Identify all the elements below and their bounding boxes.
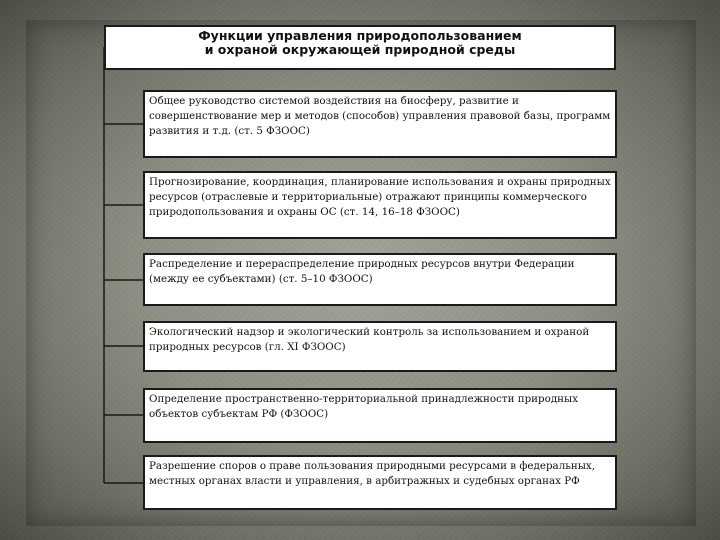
function-box-resource-distribution: Распределение и перераспределение природных ресурсов внутри Федерации (между ее субъектами) (ст. 5–10 ФЗООС) <box>143 253 617 306</box>
function-box-ecological-supervision: Экологический надзор и экологический контроль за использованием и охраной природных ресурсов (гл. XI ФЗООС) <box>143 321 617 372</box>
title-line-1: Функции управления природопользованием <box>198 28 522 43</box>
function-box-dispute-resolution: Разрешение споров о праве пользования природными ресурсами в федеральных, местных органах власти и управления, в арбитражных и судебных органах РФ <box>143 455 617 510</box>
function-box-forecasting-planning: Прогнозирование, координация, планирование использования и охраны природных ресурсов (отраслевые и территориальные) отражают принципы коммерческого природопользования и охраны ОС (ст. 14, 16–18 ФЗООС) <box>143 171 617 239</box>
function-box-general-management: Общее руководство системой воздействия на биосферу, развитие и совершенствование мер и методов (способов) управления правовой базы, программ развития и т.д. (ст. 5 ФЗООС) <box>143 90 617 158</box>
title-line-2: и охраной окружающей природной среды <box>204 42 516 57</box>
function-box-territorial-affiliation: Определение пространственно-территориальной принадлежности природных объектов субъектам РФ (ФЗООС) <box>143 388 617 443</box>
diagram-title-box <box>104 25 616 70</box>
